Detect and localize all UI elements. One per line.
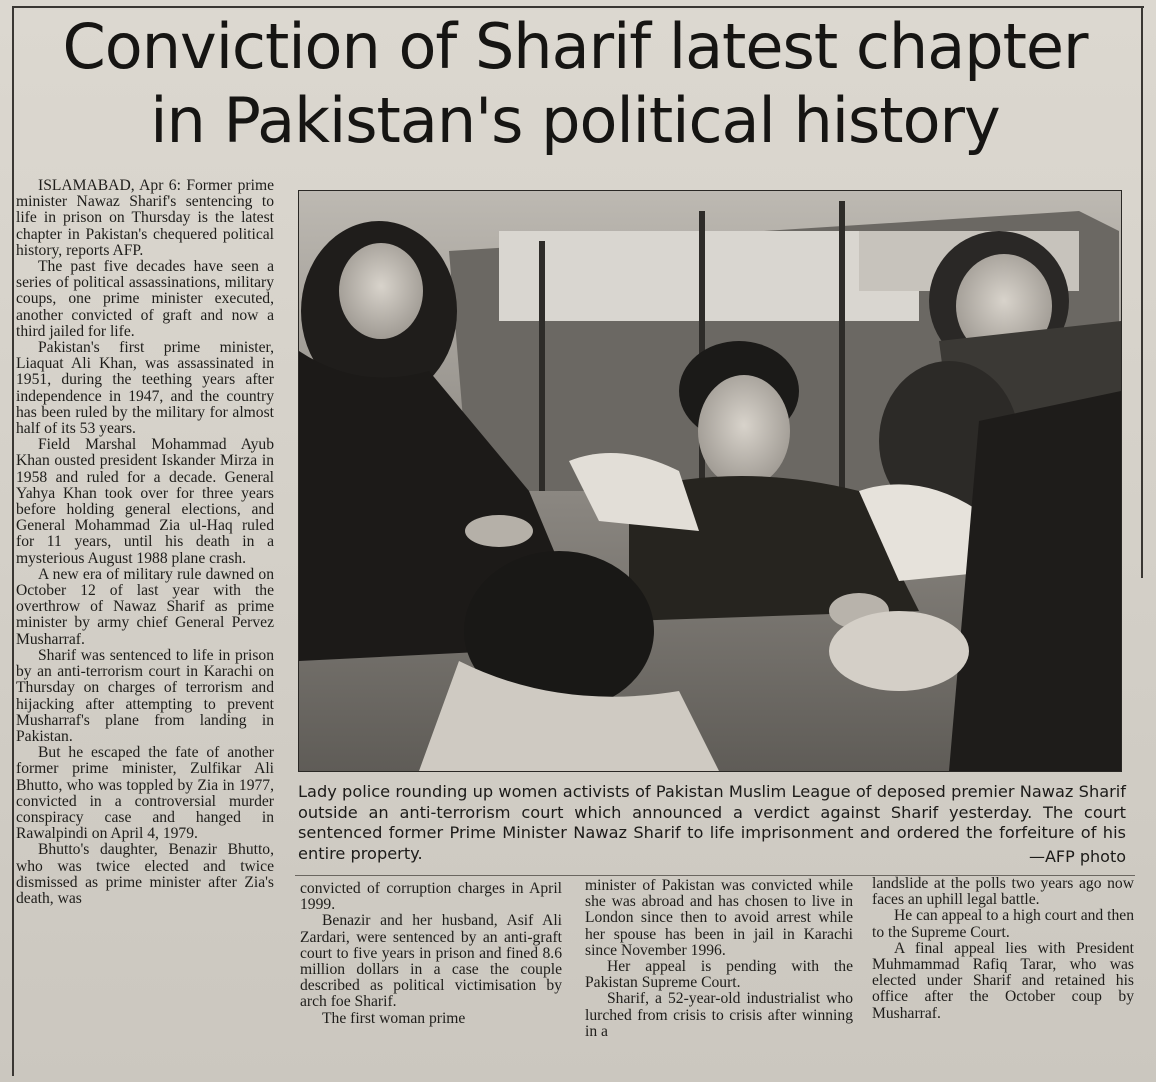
article-paragraph: The past five decades have seen a series of political assassinations, military coups, one prime minister executed, another convicted of graft and now a third jailed for life. (16, 258, 274, 340)
left-border-rule (12, 6, 14, 1076)
news-photo (298, 190, 1122, 772)
article-paragraph: Pakistan's first prime minister, Liaquat Ali Khan, was assassinated in 1951, during the teething years after independence in 1947, and the country has been ruled by the military for almost half of its 53 years. (16, 339, 274, 438)
photo-illustration (299, 191, 1121, 771)
article-paragraph: Sharif, a 52-year-old industrialist who lurched from crisis to crisis after winning in a (585, 990, 853, 1040)
article-paragraph: The first woman prime (322, 1009, 466, 1027)
article-paragraph: convicted of corruption charges in April 1999. (300, 881, 562, 914)
top-border-rule (12, 6, 1144, 8)
article-paragraph: But he escaped the fate of another former prime minister, Zulfikar Ali Bhutto, who was toppled by Zia in 1977, convicted in a controversial murder conspiracy case and hanged in Rawalpindi on April 4, 1979. (16, 744, 274, 843)
article-paragraph: Bhutto's daughter, Benazir Bhutto, who was twice elected and twice dismissed as prime minister after Zia's death, was (16, 841, 274, 907)
article-column-3 (585, 878, 853, 1071)
article-column-4 (872, 876, 1134, 1071)
article-paragraph: Benazir and her husband, Asif Ali Zardari, were sentenced by an anti-graft court to five years in prison and fined 8.6 million dollars in a case the couple described as political victimisation by arch foe Sharif. (300, 912, 562, 1011)
article-column-2 (300, 881, 562, 1071)
photo-caption: Lady police rounding up women activists of Pakistan Muslim League of deposed premier Nawaz Sharif outside an anti-terrorism court which announced a verdict against Sharif yesterday. The court sentenced former Prime Minister Nawaz Sharif to life imprisonment and ordered the forfeiture of his entire property. (298, 782, 1126, 863)
article-paragraph: Sharif was sentenced to life in prison by an anti-terrorism court in Karachi on Thursday on charges of terrorism and hijacking after attempting to prevent Musharraf's plane from landing in Pakistan. (16, 646, 274, 745)
headline-line-1: Conviction of Sharif latest chapter (62, 10, 1088, 83)
article-paragraph: ISLAMABAD, Apr 6: Former prime minister Nawaz Sharif's sentencing to life in prison on Thursday is the latest chapter in Pakistan's chequered political history, reports AFP. (16, 178, 274, 259)
headline-line-2: in Pakistan's political history (150, 84, 1000, 157)
photo-credit: —AFP photo (1028, 847, 1126, 866)
article-paragraph: landslide at the polls two years ago now faces an uphill legal battle. (872, 876, 1134, 909)
article-paragraph: A final appeal lies with President Muhmammad Rafiq Tarar, who was elected under Sharif and retained his office after the October coup by Musharraf. (872, 939, 1134, 1022)
article-paragraph: minister of Pakistan was convicted while she was abroad and has chosen to live in London since then to avoid arrest while her spouse has been in jail in Karachi since November 1996. (585, 878, 853, 959)
article-paragraph: Field Marshal Mohammad Ayub Khan ousted president Iskander Mirza in 1958 and ruled for a decade. General Yahya Khan took over for three years before holding general elections, and General Mohammad Zia ul-Haq ruled for 11 years, until his death in a mysterious August 1988 plane crash. (16, 436, 274, 567)
headline (20, 10, 1130, 158)
article-column-1 (16, 178, 274, 1073)
article-paragraph: Her appeal is pending with the Pakistan Supreme Court. (585, 958, 853, 992)
article-paragraph: He can appeal to a high court and then to the Supreme Court. (872, 907, 1134, 941)
article-paragraph: A new era of military rule dawned on October 12 of last year with the overthrow of Nawaz Sharif as prime minister by army chief General Pervez Musharraf. (16, 565, 274, 648)
right-border-rule (1141, 6, 1143, 578)
